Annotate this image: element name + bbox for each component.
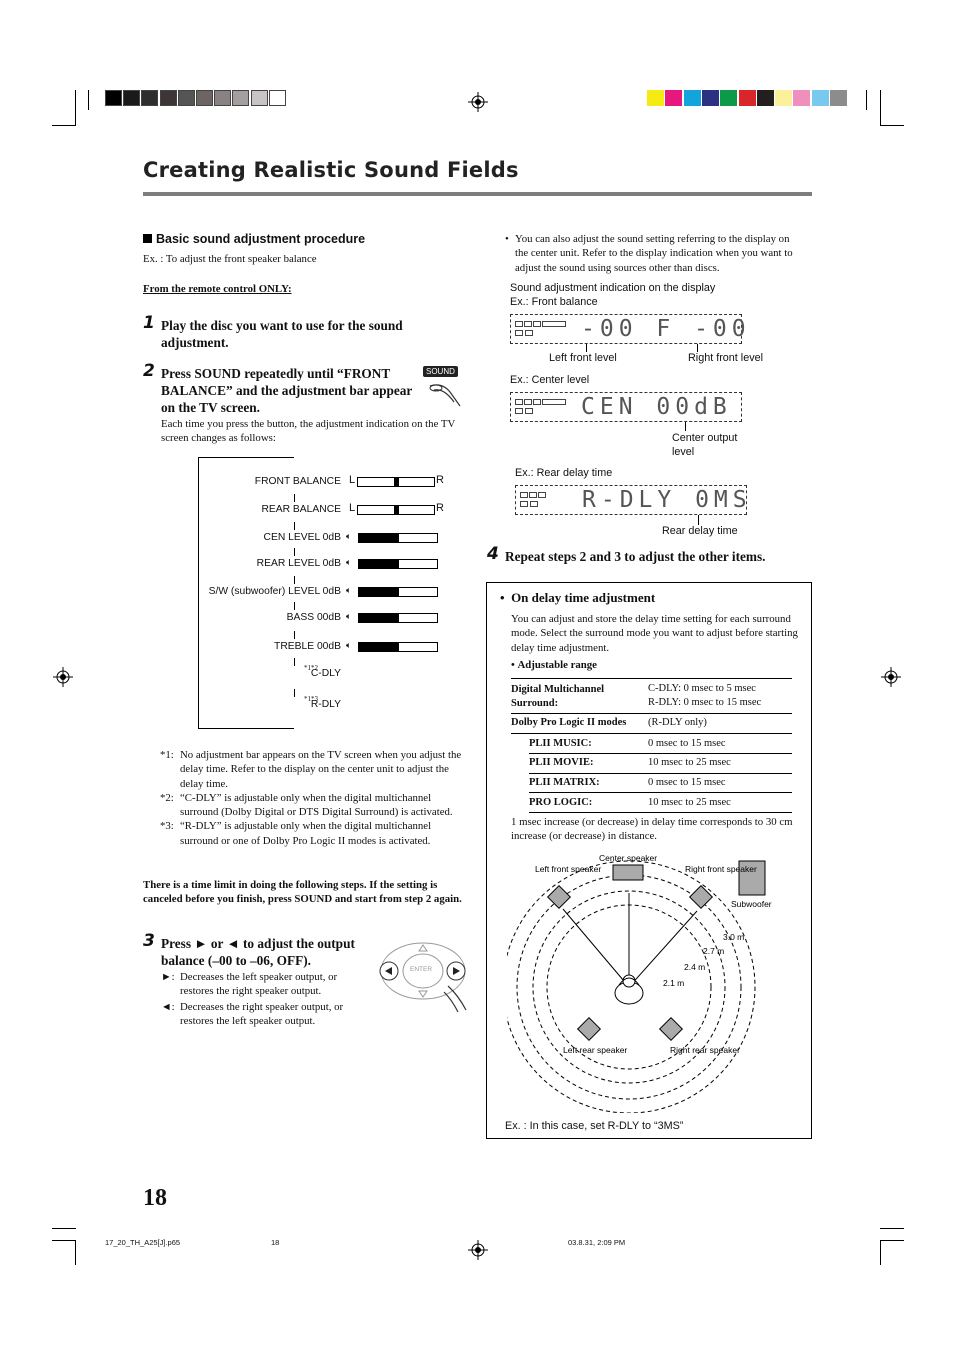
bullet-mark: ◄: (161, 1000, 175, 1013)
left-front-speaker-icon (548, 886, 571, 909)
table-cell-range: C-DLY: 0 msec to 5 msec (648, 683, 756, 694)
range-heading: • Adjustable range (511, 659, 597, 671)
diagram-caption: Ex. : In this case, set R-DLY to “3MS” (505, 1120, 684, 1132)
step-3-bullets (161, 970, 371, 1028)
level-bar-fill (359, 560, 399, 568)
distance-label: 2.7 m (703, 946, 725, 956)
crop-mark (880, 1240, 881, 1265)
footnote-mark: *1: (160, 749, 174, 761)
balance-bar (357, 505, 435, 515)
step-1-text: Play the disc you want to use for the sound adjustment. (161, 318, 403, 350)
leader-line (697, 344, 698, 352)
delay-body: You can adjust and store the delay time setting for each surround mode. Select the surround mode you want to adjust before starting delay time adjustment. (511, 613, 798, 654)
flow-item: REAR BALANCE (261, 504, 341, 515)
speaker-volume-icon: 🔈︎ (346, 611, 352, 621)
footnote-mark: *3: (160, 820, 174, 833)
rear-delay-display (515, 485, 752, 515)
footnote (160, 748, 465, 791)
step-number: 1 (143, 313, 155, 333)
flow-item: FRONT BALANCE (254, 476, 341, 487)
level-bar-fill (359, 534, 399, 542)
bar-right-label: R (436, 502, 444, 514)
delay-adjustment-box (486, 582, 812, 1139)
flow-arrow (294, 548, 295, 556)
process-color-swatch (830, 90, 847, 106)
crop-mark (75, 1240, 76, 1265)
footnote (160, 791, 465, 820)
left-rear-speaker-icon (578, 1018, 601, 1041)
flow-arrow (294, 689, 295, 697)
speaker-volume-icon: 🔈︎ (346, 557, 352, 567)
table-cell-mode: PRO LOGIC: (529, 797, 593, 808)
footnote-text: No adjustment bar appears on the TV screen when you adjust the delay time. Refer to the display on the center unit to adjust the delay time. (180, 749, 462, 790)
crop-mark (880, 90, 881, 126)
range-heading-text: Adjustable range (517, 659, 597, 671)
level-bar (358, 613, 438, 623)
page-title: Creating Realistic Sound Fields (143, 158, 519, 182)
crop-mark (75, 90, 76, 126)
display-indicator-icons (515, 321, 567, 337)
flow-item: TREBLE 00dB (274, 641, 341, 652)
process-color-swatch (812, 90, 829, 106)
level-bar-fill (359, 614, 399, 622)
front-balance-display (510, 314, 751, 344)
sound-button: SOUND (423, 366, 458, 377)
listener-icon (615, 975, 643, 1004)
process-color-swatch (793, 90, 810, 106)
rear-delay-time-label: Rear delay time (662, 525, 738, 537)
flow-arrow (294, 658, 295, 666)
footnote-ref: *1*2 (304, 664, 318, 672)
leader-line (586, 344, 587, 352)
flow-arrow (294, 602, 295, 610)
step-3-text: Press ► or ◄ to adjust the output balance (–00 to –06, OFF). (161, 936, 355, 968)
table-cell-range: R-DLY: 0 msec to 15 msec (648, 697, 762, 708)
footnote-text: “C-DLY” is adjustable only when the digital multichannel surround (Dolby Digital or DTS Digital Surround) is activated. (180, 791, 453, 819)
left-front-speaker-label: Left front speaker (535, 864, 602, 874)
footer-date: 03.8.31, 2:09 PM (568, 1238, 626, 1247)
process-color-swatch (647, 90, 664, 106)
display-indicator-icons (515, 399, 567, 415)
grayscale-swatch (160, 90, 177, 106)
flow-item: C-DLY (310, 668, 341, 679)
table-cell-range: 10 msec to 25 msec (648, 797, 731, 808)
bar-left-label: L (349, 474, 356, 486)
level-bar-fill (359, 588, 399, 596)
table-cell-mode: Dolby Pro Logic II modes (511, 717, 627, 728)
title-rule (143, 192, 812, 196)
grayscale-swatch (232, 90, 249, 106)
leader-line (685, 422, 686, 431)
table-cell-mode: PLII MOVIE: (529, 757, 594, 768)
example-front-label: Ex.: Front balance (510, 296, 598, 308)
footer-page: 18 (271, 1238, 280, 1247)
table-row (511, 713, 792, 734)
left-front-level-label: Left front level (549, 352, 617, 364)
grayscale-swatch (269, 90, 286, 106)
footnotes (160, 748, 465, 848)
intro-bullet: • You can also adjust the sound setting referring to the display on the center unit. Refer to the display indication when you want to adjust the sound using sources other than discs. (505, 232, 805, 275)
grayscale-swatch (105, 90, 122, 106)
crop-mark (52, 125, 76, 126)
registration-target-icon (53, 667, 73, 687)
crop-mark (52, 1240, 76, 1241)
flow-item: REAR LEVEL 0dB (256, 558, 341, 569)
display-heading: Sound adjustment indication on the display (510, 282, 716, 294)
footnote-ref: *1*3 (304, 695, 318, 703)
flow-item: S/W (subwoofer) LEVEL 0dB (208, 586, 341, 597)
delay-heading: • On delay time adjustment (500, 590, 656, 605)
finger-press-icon (424, 380, 464, 410)
bullet-text: Decreases the left speaker output, or restores the right speaker output. (180, 971, 338, 998)
process-color-swatch (775, 90, 792, 106)
step-number: 3 (143, 931, 155, 951)
registration-target-icon (468, 92, 488, 112)
process-color-swatch (665, 90, 682, 106)
step-2-note: Each time you press the button, the adjustment indication on the TV screen changes as follows: (161, 418, 456, 445)
right-front-speaker-label: Right front speaker (685, 864, 757, 874)
right-rear-speaker-label: Right rear speaker (670, 1045, 740, 1055)
center-speaker-label: Center speaker (599, 853, 658, 863)
table-row (529, 753, 792, 774)
speaker-volume-icon: 🔈︎ (346, 585, 352, 595)
table-row (529, 733, 792, 754)
flow-arrow (294, 576, 295, 584)
level-bar-fill (359, 643, 399, 651)
step-4-text: Repeat steps 2 and 3 to adjust the other items. (505, 549, 766, 564)
crop-mark (880, 1228, 904, 1229)
leader-line (698, 515, 699, 525)
display-indicator-icons (520, 492, 560, 508)
table-cell-range: (R-DLY only) (648, 717, 707, 728)
flow-item: R-DLY (310, 699, 341, 710)
balance-bar (357, 477, 435, 487)
remote-only-note: From the remote control ONLY: (143, 283, 292, 295)
table-cell-range: 10 msec to 25 msec (648, 757, 731, 768)
table-row (511, 679, 792, 714)
flow-arrow (294, 494, 295, 502)
step-2-text: Press SOUND repeatedly until “FRONT BALANCE” and the adjustment bar appear on the TV screen. (161, 366, 413, 415)
crop-mark (88, 90, 89, 110)
cursor-pad-icon (378, 940, 468, 1012)
flow-item: BASS 00dB (286, 612, 341, 623)
distance-label: 2.1 m (663, 978, 685, 988)
center-speaker-icon (613, 865, 643, 880)
table-cell-mode: PLII MATRIX: (529, 777, 600, 788)
square-bullet-icon (143, 234, 152, 243)
right-front-level-label: Right front level (688, 352, 764, 364)
level-bar (358, 587, 438, 597)
center-level-readout: CEN 00dB (581, 394, 732, 420)
level-bar (358, 642, 438, 652)
flow-item: CEN LEVEL 0dB (263, 532, 341, 543)
enter-label: ENTER (410, 966, 433, 973)
right-rear-speaker-icon (660, 1018, 683, 1041)
direction-line (563, 909, 629, 987)
sound-flow-chart (199, 456, 449, 726)
step-number: 2 (143, 361, 155, 381)
bar-left-label: L (349, 502, 356, 514)
speaker-volume-icon: 🔈︎ (346, 640, 352, 650)
grayscale-swatch (178, 90, 195, 106)
footer-file: 17_20_TH_A25[J].p65 (105, 1238, 181, 1247)
crop-mark (52, 1228, 76, 1229)
footnote (160, 819, 465, 848)
center-output-level-label: Center output level (672, 432, 738, 458)
process-color-swatch (720, 90, 737, 106)
delay-heading-text: On delay time adjustment (511, 590, 656, 605)
grayscale-swatch (123, 90, 140, 106)
section-heading (143, 232, 365, 246)
bar-right-label: R (436, 474, 444, 486)
level-bar (358, 533, 438, 543)
speaker-placement-diagram (507, 853, 797, 1113)
step-number: 4 (487, 544, 499, 564)
page-number: 18 (143, 1185, 167, 1211)
flow-arrow (294, 522, 295, 530)
process-color-swatch (757, 90, 774, 106)
footnote-text: “R-DLY” is adjustable only when the digital multichannel surround or one of Dolby Pro Logic II modes is activated. (180, 820, 432, 847)
crop-mark (880, 1240, 904, 1241)
registration-target-icon (468, 1240, 488, 1260)
footnote-mark: *2: (160, 791, 174, 804)
example-text: Ex. : To adjust the front speaker balance (143, 253, 317, 265)
grayscale-swatch (251, 90, 268, 106)
distance-label: 2.4 m (684, 962, 706, 972)
table-row (529, 792, 792, 813)
left-rear-speaker-label: Left rear speaker (563, 1045, 628, 1055)
table-cell-mode: PLII MUSIC: (529, 738, 592, 749)
table-cell-range: 0 msec to 15 msec (648, 738, 726, 749)
example-rear-label: Ex.: Rear delay time (515, 467, 613, 479)
crop-mark (880, 125, 904, 126)
rear-delay-readout: R-DLY 0MS (582, 487, 752, 513)
process-color-swatch (739, 90, 756, 106)
range-table (511, 678, 792, 814)
subwoofer-label: Subwoofer (731, 899, 772, 909)
front-balance-readout: -00 F -00 (581, 316, 751, 342)
msec-note: 1 msec increase (or decrease) in delay time corresponds to 30 cm increase (or decrease) in distance. (511, 816, 793, 843)
crop-mark (866, 90, 867, 110)
table-row (529, 773, 792, 793)
table-cell-mode: Digital Multichannel Surround: (511, 684, 605, 709)
section-heading-text: Basic sound adjustment procedure (156, 232, 366, 246)
process-color-swatch (684, 90, 701, 106)
flow-arrow (294, 631, 295, 639)
time-limit-note: There is a time limit in doing the following steps. If the setting is canceled before you finish, press SOUND and start from step 2 again. (143, 879, 462, 906)
grayscale-swatch (214, 90, 231, 106)
example-center-label: Ex.: Center level (510, 374, 590, 386)
grayscale-swatch (141, 90, 158, 106)
center-level-display (510, 392, 742, 422)
bullet-text: Decreases the right speaker output, or restores the left speaker output. (180, 1000, 344, 1027)
registration-target-icon (881, 667, 901, 687)
speaker-volume-icon: 🔈︎ (346, 531, 352, 541)
grayscale-swatch (196, 90, 213, 106)
process-color-swatch (702, 90, 719, 106)
intro-text: You can also adjust the sound setting referring to the display on the center unit. Refer to the display indication when you want to adjust the sound using sources other than discs. (515, 233, 793, 274)
bullet-mark: ►: (161, 971, 175, 983)
direction-line (629, 911, 697, 987)
level-bar (358, 559, 438, 569)
table-cell-range: 0 msec to 15 msec (648, 777, 726, 788)
distance-label: 3.0 m (723, 932, 745, 942)
